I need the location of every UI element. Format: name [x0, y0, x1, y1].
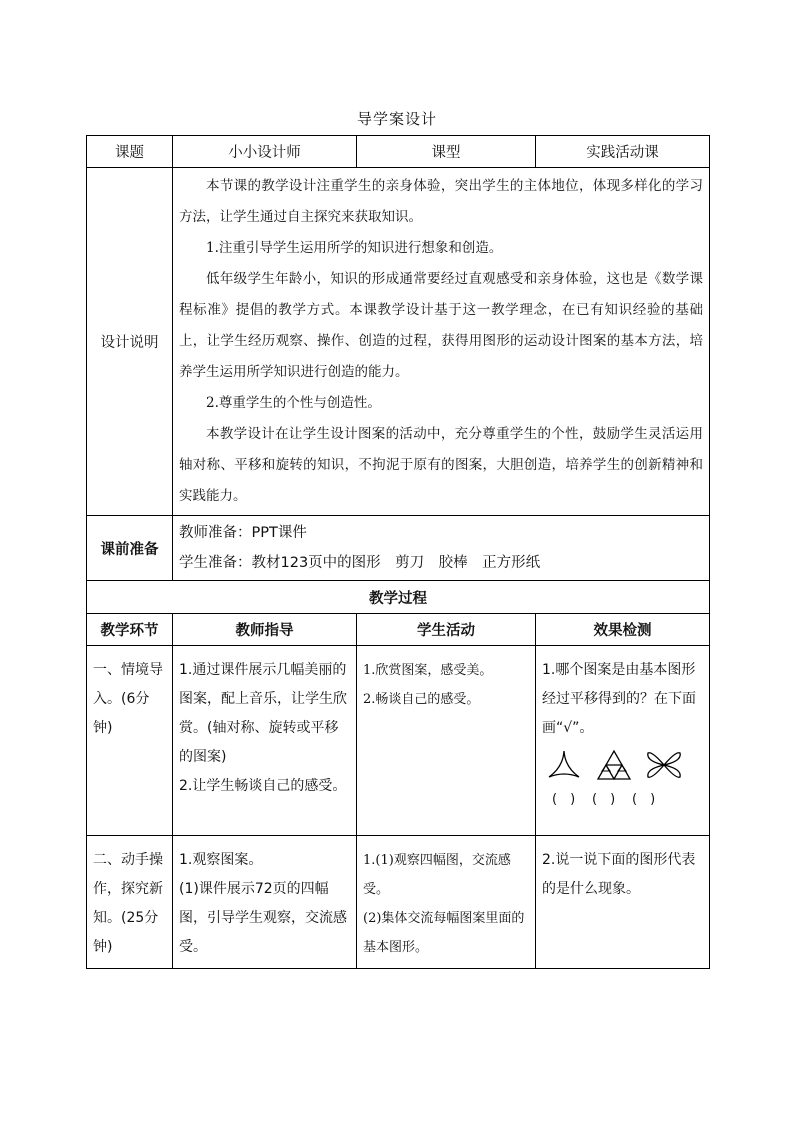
design-paragraph: 2.尊重学生的个性与创造性。 — [206, 395, 381, 411]
topic-value: 小小设计师 — [173, 136, 357, 168]
teacher-cell — [173, 646, 357, 836]
triangle-curve-icon — [546, 749, 582, 781]
design-paragraph: 本节课的教学设计注重学生的亲身体验，突出学生的主体地位，体现多样化的学习方法，让学生通过自主探究来获取知识。 — [179, 178, 703, 225]
design-paragraph: 1.注重引导学生运用所学的知识进行想象和创造。 — [206, 240, 503, 256]
design-paragraph: 低年级学生年龄小，知识的形成通常要经过直观感受和亲身体验，这也是《数学课程标准》提倡的教学方式。本课教学设计基于这一教学理念，在已有知识经验的基础上，让学生经历观察、操作、创造的过程，获得用图形的运动设计图案的基本方法，培养学生运用所学知识进行创造的能力。 — [179, 271, 703, 380]
student-step: 1.欣赏图案，感受美。 — [363, 663, 493, 678]
type-label: 课型 — [357, 136, 536, 168]
prep-content — [173, 516, 710, 581]
design-paragraph: 本教学设计在让学生设计图案的活动中，充分尊重学生的个性，鼓励学生灵活运用轴对称、平移和旋转的知识，不拘泥于原有的图案，大胆创造，培养学生的创新精神和实践能力。 — [179, 426, 703, 504]
teacher-prep: 教师准备：PPT课件 — [179, 525, 307, 541]
col-header-teacher: 教师指导 — [173, 614, 357, 646]
teacher-cell — [173, 836, 357, 969]
student-cell — [357, 646, 536, 836]
prep-label: 课前准备 — [87, 516, 173, 581]
stage-cell: 二、动手操作，探究新知。(25分钟) — [87, 836, 173, 969]
design-label: 设计说明 — [87, 168, 173, 516]
col-header-check: 效果检测 — [536, 614, 710, 646]
lesson-plan-table — [86, 135, 710, 969]
stage-cell: 一、情境导入。(6分钟) — [87, 646, 173, 836]
teacher-step: 1.观察图案。 — [179, 852, 263, 868]
teacher-step: 1.通过课件展示几幅美丽的图案，配上音乐，让学生欣赏。(轴对称、旋转或平移的图案) — [179, 662, 347, 765]
check-question: 2.说一说下面的图形代表的是什么现象。 — [542, 852, 696, 897]
check-question: 1.哪个图案是由基本图形经过平移得到的？在下面画“√”。 — [542, 662, 696, 736]
col-header-stage: 教学环节 — [87, 614, 173, 646]
student-prep: 学生准备：教材123页中的图形 剪刀 胶棒 正方形纸 — [179, 555, 541, 571]
col-header-student: 学生活动 — [357, 614, 536, 646]
check-cell — [536, 646, 710, 836]
process-title: 教学过程 — [87, 581, 710, 614]
pattern-shapes — [542, 749, 703, 781]
answer-paren[interactable]: ( ) — [552, 792, 576, 807]
answer-paren[interactable]: ( ) — [592, 792, 616, 807]
answer-paren[interactable]: ( ) — [632, 792, 656, 807]
teacher-step: (1)课件展示72页的四幅图，引导学生观察，交流感受。 — [179, 881, 347, 955]
document-title: 导学案设计 — [356, 110, 437, 128]
topic-label: 课题 — [87, 136, 173, 168]
student-step: 1.(1)观察四幅图，交流感受。 — [363, 853, 511, 897]
triangles-icon — [596, 749, 632, 781]
check-cell — [536, 836, 710, 969]
answer-parens — [542, 785, 703, 814]
student-step: (2)集体交流每幅图案里面的基本图形。 — [363, 911, 525, 955]
type-value: 实践活动课 — [536, 136, 710, 168]
design-description — [173, 168, 710, 516]
student-cell — [357, 836, 536, 969]
teacher-step: 2.让学生畅谈自己的感受。 — [179, 778, 347, 794]
student-step: 2.畅谈自己的感受。 — [363, 692, 480, 707]
four-petal-flower-icon — [646, 749, 682, 781]
